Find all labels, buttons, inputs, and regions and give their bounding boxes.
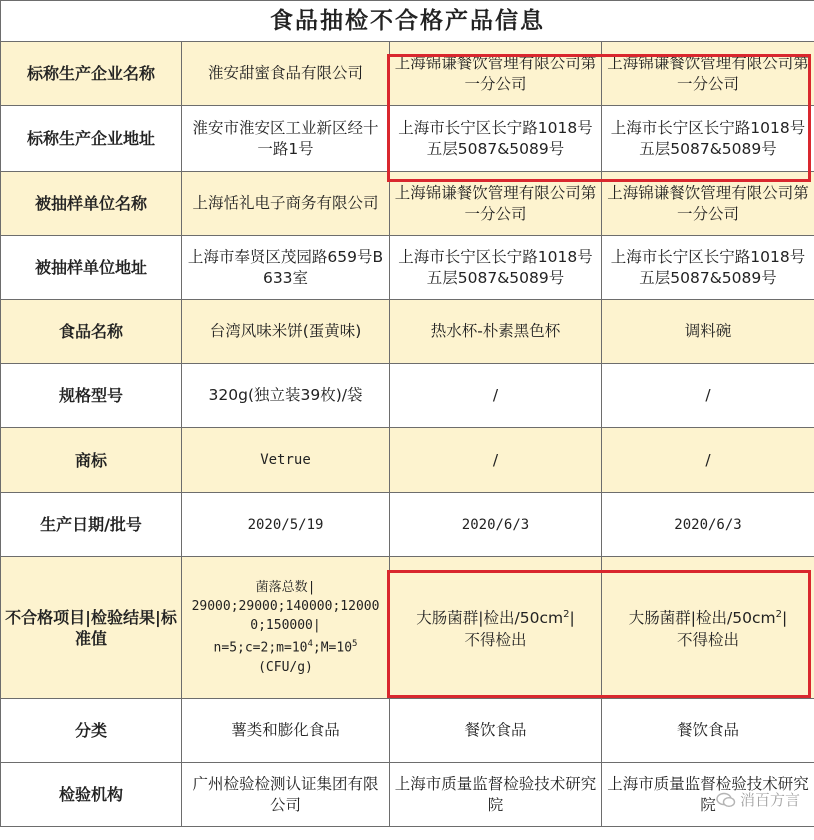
table-cell: 广州检验检测认证集团有限公司 [182, 763, 390, 827]
cell-line: 不得检出 [464, 630, 527, 649]
table-cell: 餐饮食品 [602, 699, 814, 763]
table-cell: 上海锦谦餐饮管理有限公司第一分公司 [390, 42, 602, 106]
cell-line: 29000;29000;140000;120000;150000| [191, 599, 380, 634]
table-cell: 上海市奉贤区茂园路659号B633室 [182, 236, 390, 300]
table-row [1, 172, 814, 236]
row-label: 分类 [1, 699, 182, 763]
cell-line: 大肠菌群|检出$/50cm^2|$ [628, 609, 788, 628]
table-cell: 淮安甜蜜食品有限公司 [182, 42, 390, 106]
table-cell: 上海市长宁区长宁路1018号五层5087&5089号 [602, 106, 814, 172]
table-row [1, 42, 814, 106]
table-cell: 上海市长宁区长宁路1018号五层5087&5089号 [390, 106, 602, 172]
table-cell: 2020/5/19 [182, 493, 390, 557]
table-row [1, 557, 814, 699]
row-label: 商标 [1, 428, 182, 493]
cell-line: 大肠菌群|检出$/50cm^2|$ [416, 609, 575, 628]
table-row [1, 364, 814, 428]
cell-line: 不得检出 [676, 630, 739, 649]
row-label: 标称生产企业地址 [1, 106, 182, 172]
table-cell: / [390, 364, 602, 428]
table-cell: 2020/6/3 [602, 493, 814, 557]
table-cell: Vetrue [182, 428, 390, 493]
row-label: 标称生产企业名称 [1, 42, 182, 106]
table-cell: 上海恬礼电子商务有限公司 [182, 172, 390, 236]
table-row [1, 763, 814, 827]
table-row [1, 699, 814, 763]
table-cell: 上海市质量监督检验技术研究院 [390, 763, 602, 827]
table-cell: 上海锦谦餐饮管理有限公司第一分公司 [390, 172, 602, 236]
table-cell: 2020/6/3 [390, 493, 602, 557]
table-cell [182, 557, 390, 699]
table-row [1, 428, 814, 493]
table-cell: 上海锦谦餐饮管理有限公司第一分公司 [602, 172, 814, 236]
row-label: 被抽样单位地址 [1, 236, 182, 300]
row-label: 规格型号 [1, 364, 182, 428]
table-cell: 上海市长宁区长宁路1018号五层5087&5089号 [602, 236, 814, 300]
table-row [1, 493, 814, 557]
table-cell: 台湾风味米饼(蛋黄味) [182, 300, 390, 364]
table-cell: 热水杯-朴素黑色杯 [390, 300, 602, 364]
row-label: 不合格项目|检验结果|标准值 [1, 557, 182, 699]
wechat-icon [716, 792, 736, 808]
table-cell: 320g(独立装39枚)/袋 [182, 364, 390, 428]
table-cell: / [390, 428, 602, 493]
table-cell [390, 557, 602, 699]
table-cell: 上海市长宁区长宁路1018号五层5087&5089号 [390, 236, 602, 300]
table-cell: 上海市质量监督检验技术研究院 [602, 763, 814, 827]
cell-line: 菌落总数| [255, 580, 316, 596]
row-label: 检验机构 [1, 763, 182, 827]
cell-line: $n=5;c=2;m=10^4;M=10^5$ [213, 639, 358, 656]
table-title: 食品抽检不合格产品信息 [1, 1, 814, 42]
table-cell: 淮安市淮安区工业新区经十一路1号 [182, 106, 390, 172]
row-label: 生产日期/批号 [1, 493, 182, 557]
watermark-text: 消百方言 [739, 791, 800, 809]
table-row [1, 300, 814, 364]
table-cell: 上海锦谦餐饮管理有限公司第一分公司 [602, 42, 814, 106]
table-cell: 调料碗 [602, 300, 814, 364]
row-label: 食品名称 [1, 300, 182, 364]
table-row [1, 236, 814, 300]
row-label: 被抽样单位名称 [1, 172, 182, 236]
table-row [1, 106, 814, 172]
watermark [716, 789, 800, 810]
table-cell: / [602, 364, 814, 428]
cell-line: (CFU/g) [258, 659, 313, 675]
table-cell: 薯类和膨化食品 [182, 699, 390, 763]
table-cell: 餐饮食品 [390, 699, 602, 763]
table-cell [602, 557, 814, 699]
table-cell: / [602, 428, 814, 493]
